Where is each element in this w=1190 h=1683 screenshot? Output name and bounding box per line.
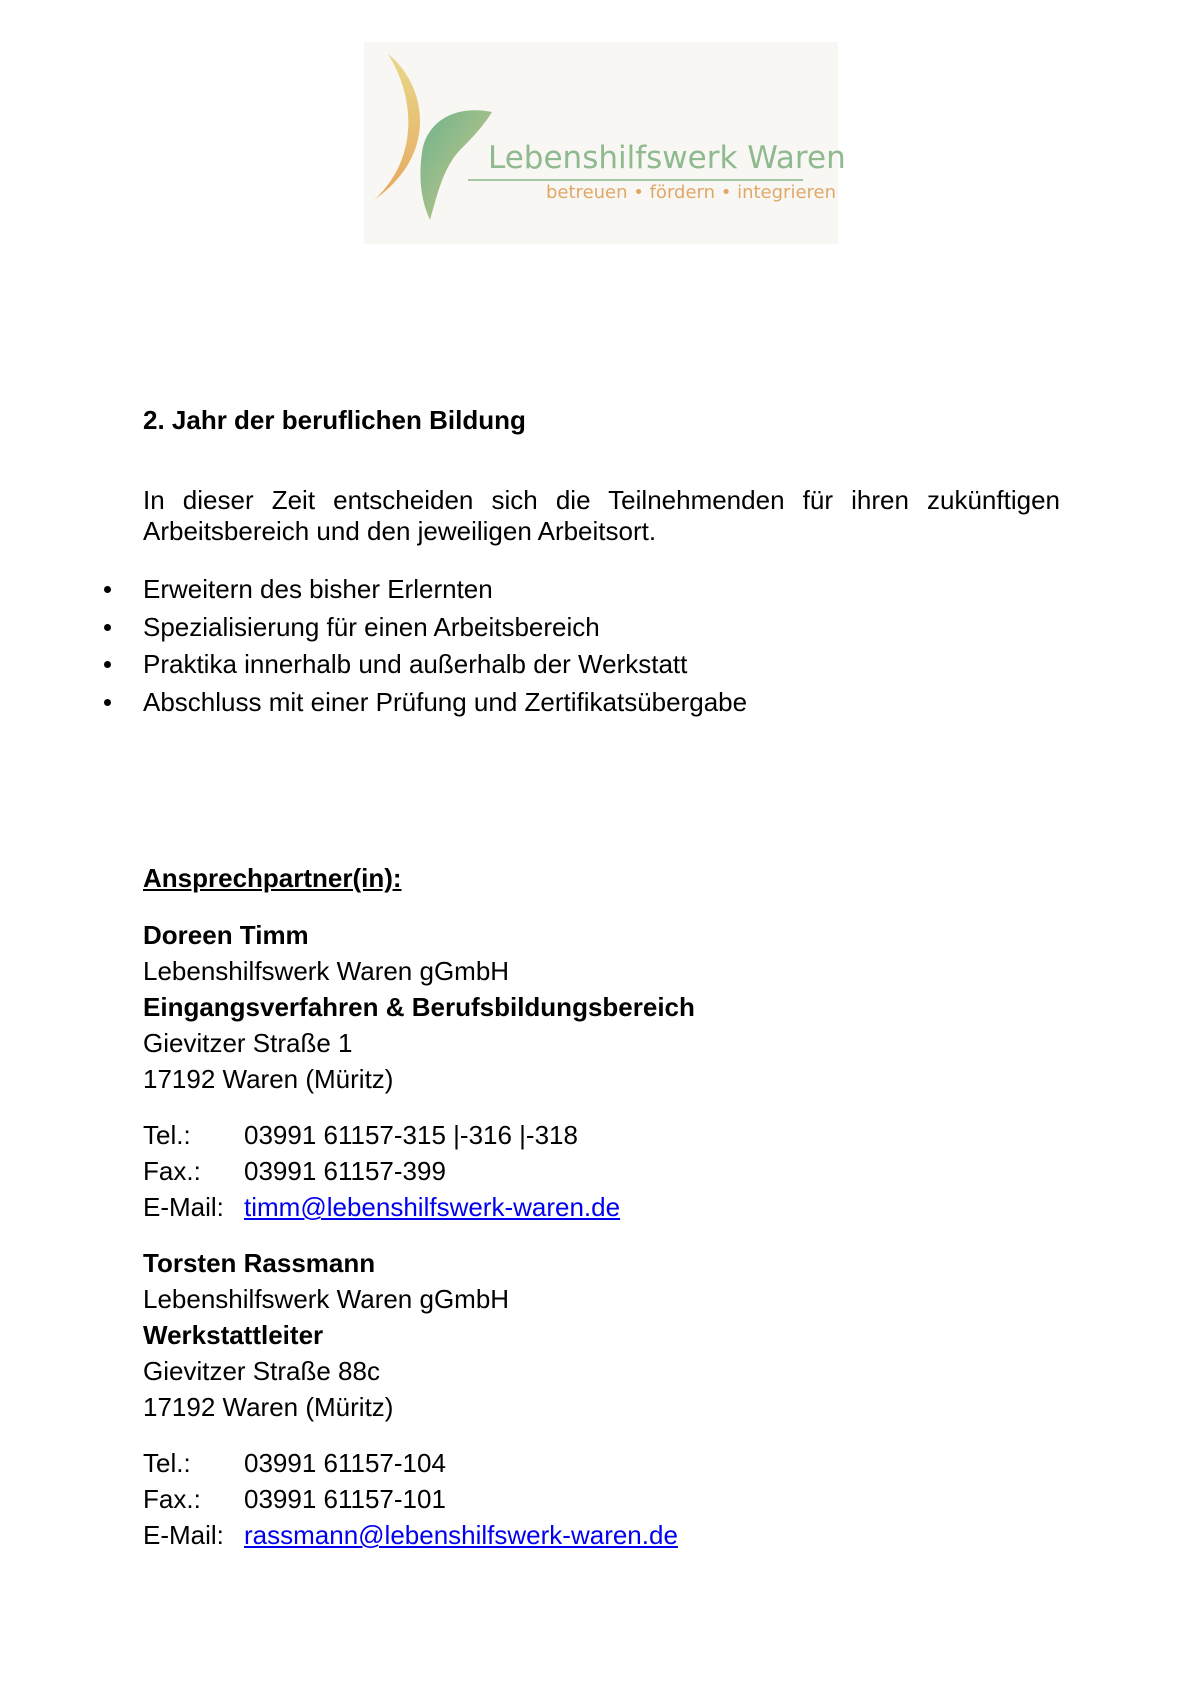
logo <box>364 42 846 244</box>
contact-name: Doreen Timm <box>143 920 309 950</box>
tel-value: 03991 61157-104 <box>244 1448 446 1478</box>
contact-city: 17192 Waren (Müritz) <box>143 1392 394 1422</box>
tel-value: 03991 61157-315 |-316 |-318 <box>244 1120 578 1150</box>
logo-tagline: betreuen • fördern • integrieren <box>546 182 837 203</box>
contacts-heading: Ansprechpartner(in): <box>143 863 402 893</box>
logo-title: Lebenshilfswerk Waren <box>488 140 846 176</box>
bullet-icon <box>104 661 111 668</box>
contact-street: Gievitzer Straße 88c <box>143 1356 380 1386</box>
fax-label: Fax.: <box>143 1484 201 1514</box>
bullet-icon <box>104 586 111 593</box>
contact-email-row <box>143 1192 620 1223</box>
contact-name: Torsten Rassmann <box>143 1248 376 1278</box>
butterfly-right-wing <box>420 110 492 220</box>
list-item: Spezialisierung für einen Arbeitsbereich <box>104 612 747 650</box>
list-item: Erweitern des bisher Erlernten <box>104 574 747 612</box>
contact-email-row <box>143 1520 678 1551</box>
section-heading: 2. Jahr der beruflichen Bildung <box>143 405 526 435</box>
contact-street: Gievitzer Straße 1 <box>143 1028 353 1058</box>
fax-value: 03991 61157-101 <box>244 1484 446 1514</box>
contact-tel-row <box>143 1120 578 1151</box>
section-intro: In dieser Zeit entscheiden sich die Teilnehmenden für ihren zukünftigen Arbeitsbereich und den jeweiligen Arbeitsort. <box>143 485 1060 546</box>
bullet-icon <box>104 624 111 631</box>
fax-label: Fax.: <box>143 1156 201 1186</box>
email-label: E-Mail: <box>143 1520 224 1550</box>
bullet-icon <box>104 699 111 706</box>
list-item: Praktika innerhalb und außerhalb der Werkstatt <box>104 649 747 687</box>
contact-org: Lebenshilfswerk Waren gGmbH <box>143 956 510 986</box>
butterfly-left-wing <box>374 54 420 200</box>
contact-org: Lebenshilfswerk Waren gGmbH <box>143 1284 510 1314</box>
tel-label: Tel.: <box>143 1448 191 1478</box>
contact-city: 17192 Waren (Müritz) <box>143 1064 394 1094</box>
contact-tel-row <box>143 1448 446 1479</box>
contact-fax-row <box>143 1156 446 1187</box>
logo-divider <box>468 179 803 181</box>
contact-role: Eingangsverfahren & Berufsbildungsbereich <box>143 992 695 1022</box>
contact-role: Werkstattleiter <box>143 1320 324 1350</box>
bullet-list <box>104 574 747 724</box>
list-item: Abschluss mit einer Prüfung und Zertifikatsübergabe <box>104 687 747 725</box>
email-link[interactable]: timm@lebenshilfswerk-waren.de <box>244 1192 621 1222</box>
email-label: E-Mail: <box>143 1192 224 1222</box>
tel-label: Tel.: <box>143 1120 191 1150</box>
contact-fax-row <box>143 1484 446 1515</box>
fax-value: 03991 61157-399 <box>244 1156 446 1186</box>
email-link[interactable]: rassmann@lebenshilfswerk-waren.de <box>244 1520 678 1550</box>
